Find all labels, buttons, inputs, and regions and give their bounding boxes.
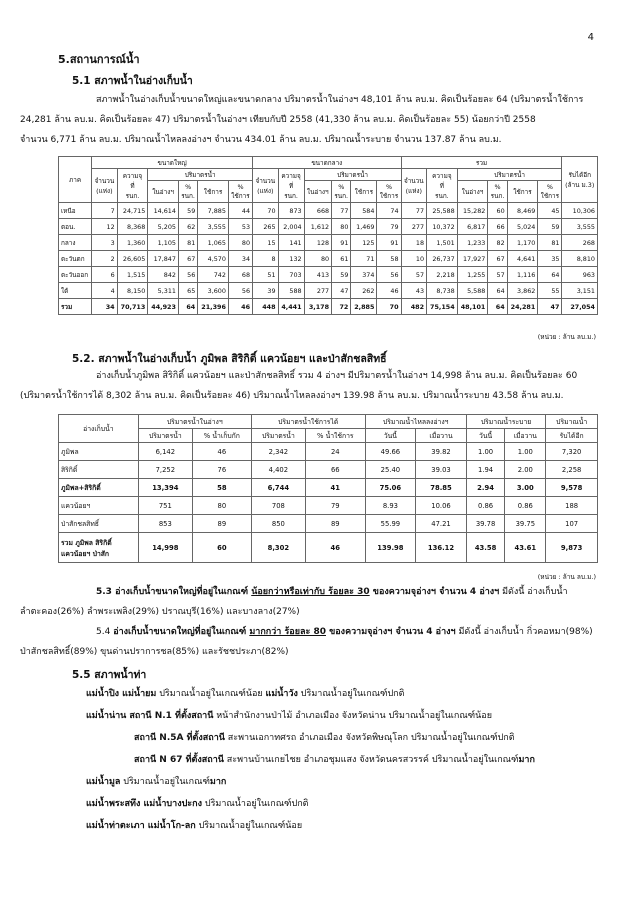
value-cell: 6,744 — [251, 479, 305, 497]
value-cell: 89 — [192, 515, 251, 533]
th-vol: ปริมาตรน้ำ — [138, 429, 192, 443]
value-cell: 39.78 — [466, 515, 505, 533]
table2-unit: (หน่วย : ล้าน ลบ.ม.) — [537, 573, 596, 581]
value-cell: 41 — [305, 479, 365, 497]
value-cell: 1,233 — [457, 235, 488, 251]
reservoir-table-by-region — [58, 156, 598, 315]
s54-paragraph — [20, 622, 598, 662]
value-cell: 80 — [228, 235, 252, 251]
table-row — [59, 235, 598, 251]
value-cell: 3,600 — [198, 283, 229, 299]
s54-rest: มีดังนี้ อ่างเก็บน้ำ กิ่วคอหมา(98%) — [455, 627, 593, 637]
value-cell: 44 — [228, 203, 252, 219]
value-cell: 27,054 — [562, 299, 598, 315]
value-cell: 64 — [488, 299, 507, 315]
river-line-4: สถานี N 67 ที่ตั้งสถานี สะพานบ้านเกยไชย อำเภอชุมแสง จังหวัดนครสวรรค์ ปริมาณน้ำอยู่ในเกณฑ์มาก — [134, 755, 535, 765]
main-reservoirs-table — [58, 414, 598, 563]
value-cell: 77 — [401, 203, 426, 219]
value-cell: 125 — [351, 235, 377, 251]
value-cell: 668 — [304, 203, 332, 219]
table-row — [59, 443, 598, 461]
value-cell: 53 — [228, 219, 252, 235]
value-cell: 59 — [538, 219, 562, 235]
value-cell: 7 — [92, 203, 117, 219]
s54-rest-bold: ของความจุอ่างฯ จำนวน 4 อ่างฯ — [325, 627, 456, 637]
value-cell: 128 — [304, 235, 332, 251]
value-cell: 43.61 — [505, 533, 546, 563]
value-cell: 268 — [562, 235, 598, 251]
th-count: จำนวน (แห่ง) — [401, 169, 426, 203]
table-total-row — [59, 299, 598, 315]
value-cell: 3,178 — [304, 299, 332, 315]
value-cell: 46 — [305, 533, 365, 563]
value-cell: 77 — [332, 203, 351, 219]
value-cell: 35 — [538, 251, 562, 267]
th-in-res: ในอ่างฯ — [457, 181, 488, 203]
value-cell: 277 — [401, 219, 426, 235]
reservoir-name-cell: สิริกิติ์ — [59, 461, 139, 479]
river-line-3: สถานี N.5A ที่ตั้งสถานี สะพานเอกาทศรถ อำเภอเมือง จังหวัดพิษณุโลก ปริมาณน้ำอยู่ในเกณฑ์ปกติ — [134, 733, 515, 743]
value-cell: 64 — [178, 299, 197, 315]
value-cell: 10,306 — [562, 203, 598, 219]
table-row — [59, 219, 598, 235]
value-cell: 61 — [332, 251, 351, 267]
value-cell: 10,372 — [427, 219, 458, 235]
value-cell: 4,570 — [198, 251, 229, 267]
th-capacity: ความจุ ที่ รนก. — [427, 169, 458, 203]
value-cell: 25,588 — [427, 203, 458, 219]
value-cell: 74 — [377, 203, 401, 219]
reservoir-name-cell: ป่าสักชลสิทธิ์ — [59, 515, 139, 533]
value-cell: 842 — [148, 267, 179, 283]
value-cell: 7,885 — [198, 203, 229, 219]
s51-line2: 24,281 ล้าน ลบ.ม. คิดเป็นร้อยละ 47) ปริมาตรน้ำในอ่างฯ เทียบกับปี 2558 (41,330 ล้าน ลบ.ม. คิดเป็นร้อยละ 55) น้อยกว่าปี 2558 — [20, 115, 536, 125]
table-row — [59, 251, 598, 267]
value-cell: 141 — [278, 235, 304, 251]
th-usable: ใช้การ — [198, 181, 229, 203]
value-cell: 81 — [538, 235, 562, 251]
th-reservoir: อ่างเก็บน้ำ — [59, 415, 139, 443]
value-cell: 8,150 — [117, 283, 148, 299]
value-cell: 448 — [253, 299, 278, 315]
th-pct-use: % ใช้การ — [228, 181, 252, 203]
value-cell: 3.00 — [505, 479, 546, 497]
value-cell: 75,154 — [427, 299, 458, 315]
value-cell: 60 — [192, 533, 251, 563]
s53-rest-bold: ของความจุอ่างฯ จำนวน 4 อ่างฯ — [369, 587, 500, 597]
river-line-2: แม่น้ำน่าน สถานี N.1 ที่ตั้งสถานี หน้าสำนักงานป่าไม้ อำเภอเมือง จังหวัดน่าน ปริมาณน้ำอยู่ในเกณฑ์น้อย — [86, 711, 492, 721]
th-yesterday: เมื่อวาน — [416, 429, 467, 443]
value-cell: 2,004 — [278, 219, 304, 235]
value-cell: 588 — [278, 283, 304, 299]
value-cell: 188 — [546, 497, 598, 515]
value-cell: 80 — [192, 497, 251, 515]
value-cell: 64 — [488, 283, 507, 299]
value-cell: 6,142 — [138, 443, 192, 461]
value-cell: 56 — [228, 283, 252, 299]
value-cell: 21,396 — [198, 299, 229, 315]
th-total: รวม — [401, 157, 562, 169]
value-cell: 262 — [351, 283, 377, 299]
value-cell: 1,515 — [117, 267, 148, 283]
th-pct-use: % ใช้การ — [377, 181, 401, 203]
value-cell: 9,873 — [546, 533, 598, 563]
th-pct-cap: % น้ำเก็บกัก — [192, 429, 251, 443]
value-cell: 1,255 — [457, 267, 488, 283]
value-cell: 18 — [401, 235, 426, 251]
value-cell: 67 — [178, 251, 197, 267]
value-cell: 47 — [332, 283, 351, 299]
value-cell: 45 — [538, 203, 562, 219]
table-row — [59, 515, 598, 533]
page-number: 4 — [587, 32, 594, 43]
river-line-5: แม่น้ำมูล ปริมาณน้ำอยู่ในเกณฑ์มาก — [86, 777, 227, 787]
value-cell: 58 — [192, 479, 251, 497]
th-pct-use: % น้ำใช้การ — [305, 429, 365, 443]
value-cell: 2,218 — [427, 267, 458, 283]
value-cell: 91 — [332, 235, 351, 251]
value-cell: 67 — [488, 251, 507, 267]
s53-rest: มีดังนี้ อ่างเก็บน้ำ — [499, 587, 568, 597]
value-cell: 2,342 — [251, 443, 305, 461]
table-row — [59, 283, 598, 299]
th-release: ปริมาณน้ำระบาย — [466, 415, 545, 429]
th-today: วันนี้ — [365, 429, 416, 443]
value-cell: 39.75 — [505, 515, 546, 533]
region-cell: ใต้ — [59, 283, 92, 299]
value-cell: 48,101 — [457, 299, 488, 315]
s53-paragraph — [20, 582, 598, 622]
value-cell: 7,252 — [138, 461, 192, 479]
value-cell: 49.66 — [365, 443, 416, 461]
value-cell: 59 — [178, 203, 197, 219]
value-cell: 1.00 — [505, 443, 546, 461]
value-cell: 8,738 — [427, 283, 458, 299]
value-cell: 132 — [278, 251, 304, 267]
value-cell: 8,810 — [562, 251, 598, 267]
region-cell: ตะวันตก — [59, 251, 92, 267]
th-large: ขนาดใหญ่ — [92, 157, 253, 169]
th-vol2: ปริมาตรน้ำ — [251, 429, 305, 443]
value-cell: 742 — [198, 267, 229, 283]
value-cell: 2.94 — [466, 479, 505, 497]
value-cell: 5,311 — [148, 283, 179, 299]
reservoir-name-cell: ภูมิพล+สิริกิติ์ — [59, 479, 139, 497]
value-cell: 1.00 — [466, 443, 505, 461]
value-cell: 8,368 — [117, 219, 148, 235]
value-cell: 3 — [92, 235, 117, 251]
th-count: จำนวน (แห่ง) — [253, 169, 278, 203]
th-in-res: ในอ่างฯ — [148, 181, 179, 203]
s53-line2: ลำตะคอง(26%) ลำพระเพลิง(29%) ปราณบุรี(16%) และบางลาง(27%) — [20, 607, 300, 617]
value-cell: 15,282 — [457, 203, 488, 219]
value-cell: 56 — [178, 267, 197, 283]
th-medium: ขนาดกลาง — [253, 157, 402, 169]
total-label-cell: รวม ภูมิพล สิริกิติ์ แควน้อยฯ ป่าสัก — [59, 533, 139, 563]
s51-paragraph — [20, 90, 598, 150]
value-cell: 1,170 — [507, 235, 538, 251]
s54-under: มากกว่า ร้อยละ 80 — [249, 627, 326, 637]
th-volume: ปริมาตรน้ำในอ่างฯ — [138, 415, 251, 429]
s51-line1: สภาพน้ำในอ่างเก็บน้ำขนาดใหญ่และขนาดกลาง ปริมาตรน้ำในอ่างฯ 48,101 ล้าน ลบ.ม. คิดเป็นร้อยละ 64 (ปริมาตรน้ำใช้การ — [96, 95, 584, 105]
value-cell: 80 — [332, 219, 351, 235]
th-in-res: ในอ่างฯ — [304, 181, 332, 203]
th-region: ภาค — [59, 157, 92, 203]
value-cell: 39 — [253, 283, 278, 299]
value-cell: 265 — [253, 219, 278, 235]
value-cell: 56 — [377, 267, 401, 283]
th-usable: ใช้การ — [351, 181, 377, 203]
value-cell: 3,151 — [562, 283, 598, 299]
value-cell: 66 — [488, 219, 507, 235]
table-row — [59, 203, 598, 219]
value-cell: 47 — [538, 299, 562, 315]
value-cell: 78.85 — [416, 479, 467, 497]
s54-lead-bold: อ่างเก็บน้ำขนาดใหญ่ที่อยู่ในเกณฑ์ — [113, 627, 250, 637]
value-cell: 850 — [251, 515, 305, 533]
value-cell: 1,501 — [427, 235, 458, 251]
value-cell: 13,394 — [138, 479, 192, 497]
value-cell: 57 — [488, 267, 507, 283]
value-cell: 58 — [377, 251, 401, 267]
s52-line1: อ่างเก็บน้ำภูมิพล สิริกิติ์ แควน้อยฯ และป่าสักชลสิทธิ์ รวม 4 อ่างฯ มีปริมาตรน้ำในอ่างฯ 14,998 ล้าน ลบ.ม. คิดเป็นร้อยละ 60 — [96, 371, 578, 381]
value-cell: 6 — [92, 267, 117, 283]
value-cell: 708 — [251, 497, 305, 515]
value-cell: 62 — [178, 219, 197, 235]
value-cell: 4,402 — [251, 461, 305, 479]
value-cell: 70 — [377, 299, 401, 315]
region-cell: เหนือ — [59, 203, 92, 219]
value-cell: 10 — [401, 251, 426, 267]
th-capacity: ความจุ ที่ รนก. — [117, 169, 148, 203]
th-pct-use: % ใช้การ — [538, 181, 562, 203]
value-cell: 12 — [92, 219, 117, 235]
value-cell: 0.86 — [505, 497, 546, 515]
value-cell: 14,614 — [148, 203, 179, 219]
value-cell: 70,713 — [117, 299, 148, 315]
table-total-row — [59, 533, 598, 563]
value-cell: 24 — [305, 443, 365, 461]
value-cell: 10.06 — [416, 497, 467, 515]
value-cell: 4 — [92, 283, 117, 299]
value-cell: 55 — [538, 283, 562, 299]
s53-under: น้อยกว่าหรือเท่ากับ ร้อยละ 30 — [251, 587, 370, 597]
value-cell: 1,105 — [148, 235, 179, 251]
value-cell: 6,817 — [457, 219, 488, 235]
value-cell: 482 — [401, 299, 426, 315]
s52-paragraph — [20, 366, 598, 406]
th-amount: ปริมาณน้ำ — [546, 415, 598, 429]
value-cell: 80 — [304, 251, 332, 267]
value-cell: 107 — [546, 515, 598, 533]
value-cell: 584 — [351, 203, 377, 219]
region-cell: รวม — [59, 299, 92, 315]
value-cell: 39.03 — [416, 461, 467, 479]
value-cell: 853 — [138, 515, 192, 533]
value-cell: 2,885 — [351, 299, 377, 315]
value-cell: 79 — [305, 497, 365, 515]
value-cell: 3,862 — [507, 283, 538, 299]
value-cell: 46 — [228, 299, 252, 315]
s54-lead: 5.4 — [96, 627, 114, 637]
river-line-6: แม่น้ำพระสทึง แม่น้ำบางปะกง ปริมาณน้ำอยู่ในเกณฑ์ปกติ — [86, 799, 309, 809]
th-pct: % รนก. — [178, 181, 197, 203]
value-cell: 66 — [305, 461, 365, 479]
value-cell: 9,578 — [546, 479, 598, 497]
value-cell: 71 — [351, 251, 377, 267]
th-pct: % รนก. — [488, 181, 507, 203]
th-today2: วันนี้ — [466, 429, 505, 443]
value-cell: 43.58 — [466, 533, 505, 563]
value-cell: 39.82 — [416, 443, 467, 461]
value-cell: 703 — [278, 267, 304, 283]
th-usable: ปริมาตรน้ำใช้การได้ — [251, 415, 365, 429]
table-row — [59, 267, 598, 283]
value-cell: 1,065 — [198, 235, 229, 251]
th-volume: ปริมาตรน้ำ — [457, 169, 562, 181]
value-cell: 34 — [228, 251, 252, 267]
value-cell: 8.93 — [365, 497, 416, 515]
value-cell: 81 — [178, 235, 197, 251]
th-inflow: ปริมาณน้ำไหลลงอ่างฯ — [365, 415, 466, 429]
table1-unit: (หน่วย : ล้าน ลบ.ม.) — [537, 333, 596, 341]
table-row — [59, 461, 598, 479]
value-cell: 25.40 — [365, 461, 416, 479]
s53-lead: 5.3 อ่างเก็บน้ำขนาดใหญ่ที่อยู่ในเกณฑ์ — [96, 587, 252, 597]
value-cell: 44,923 — [148, 299, 179, 315]
region-cell: ตอน. — [59, 219, 92, 235]
value-cell: 24,281 — [507, 299, 538, 315]
value-cell: 2,258 — [546, 461, 598, 479]
value-cell: 1.94 — [466, 461, 505, 479]
value-cell: 7,320 — [546, 443, 598, 461]
value-cell: 1,612 — [304, 219, 332, 235]
value-cell: 75.06 — [365, 479, 416, 497]
value-cell: 89 — [305, 515, 365, 533]
value-cell: 91 — [377, 235, 401, 251]
value-cell: 3,555 — [562, 219, 598, 235]
value-cell: 136.12 — [416, 533, 467, 563]
value-cell: 1,360 — [117, 235, 148, 251]
value-cell: 5,588 — [457, 283, 488, 299]
th-pct: % รนก. — [332, 181, 351, 203]
value-cell: 59 — [332, 267, 351, 283]
value-cell: 17,927 — [457, 251, 488, 267]
value-cell: 65 — [178, 283, 197, 299]
value-cell: 64 — [538, 267, 562, 283]
th-receive2: รับได้อีก — [546, 429, 598, 443]
value-cell: 68 — [228, 267, 252, 283]
value-cell: 2.00 — [505, 461, 546, 479]
s55-title: 5.5 สภาพน้ำท่า — [72, 669, 147, 681]
value-cell: 55.99 — [365, 515, 416, 533]
value-cell: 17,847 — [148, 251, 179, 267]
th-volume: ปริมาตรน้ำ — [304, 169, 401, 181]
value-cell: 751 — [138, 497, 192, 515]
value-cell: 26,605 — [117, 251, 148, 267]
value-cell: 26,737 — [427, 251, 458, 267]
value-cell: 139.98 — [365, 533, 416, 563]
value-cell: 873 — [278, 203, 304, 219]
value-cell: 57 — [401, 267, 426, 283]
region-cell: กลาง — [59, 235, 92, 251]
value-cell: 47.21 — [416, 515, 467, 533]
value-cell: 76 — [192, 461, 251, 479]
s54-line2: ป่าสักชลสิทธิ์(89%) ขุนด่านปราการชล(85%) และรัชชประภา(82%) — [20, 647, 289, 657]
value-cell: 43 — [401, 283, 426, 299]
th-receive: รับได้อีก (ล้าน ม.3) — [562, 157, 598, 203]
th-yesterday2: เมื่อวาน — [505, 429, 546, 443]
river-line-7: แม่น้ำท่าตะเภา แม่น้ำโก-ลก ปริมาณน้ำอยู่ในเกณฑ์น้อย — [86, 821, 303, 831]
region-cell: ตะวันออก — [59, 267, 92, 283]
table-row — [59, 497, 598, 515]
value-cell: 413 — [304, 267, 332, 283]
value-cell: 79 — [377, 219, 401, 235]
value-cell: 4,441 — [278, 299, 304, 315]
reservoir-name-cell: แควน้อยฯ — [59, 497, 139, 515]
value-cell: 1,469 — [351, 219, 377, 235]
value-cell: 82 — [488, 235, 507, 251]
table-row — [59, 479, 598, 497]
s52-title: 5.2. สภาพน้ำในอ่างเก็บน้ำ ภูมิพล สิริกิติ์ แควน้อยฯ และป่าสักชลสิทธิ์ — [72, 353, 387, 365]
s51-line3: จำนวน 6,771 ล้าน ลบ.ม. ปริมาณน้ำไหลลงอ่างฯ จำนวน 434.01 ล้าน ลบ.ม. ปริมาณน้ำระบาย จำนวน 137.87 ล้าน ลบ.ม. — [20, 135, 502, 145]
value-cell: 963 — [562, 267, 598, 283]
th-usable: ใช้การ — [507, 181, 538, 203]
th-volume: ปริมาตรน้ำ — [148, 169, 253, 181]
value-cell: 1,116 — [507, 267, 538, 283]
value-cell: 8,469 — [507, 203, 538, 219]
th-capacity: ความจุ ที่ รนก. — [278, 169, 304, 203]
th-count: จำนวน (แห่ง) — [92, 169, 117, 203]
reservoir-name-cell: ภูมิพล — [59, 443, 139, 461]
value-cell: 4,641 — [507, 251, 538, 267]
section-title: 5.สถานการณ์น้ำ — [58, 53, 140, 66]
value-cell: 60 — [488, 203, 507, 219]
river-line-1: แม่น้ำปิง แม่น้ำยม ปริมาณน้ำอยู่ในเกณฑ์น้อย แม่น้ำวัง ปริมาณน้ำอยู่ในเกณฑ์ปกติ — [86, 689, 405, 699]
value-cell: 46 — [377, 283, 401, 299]
s52-line2: (ปริมาตรน้ำใช้การได้ 8,302 ล้าน ลบ.ม. คิดเป็นร้อยละ 46) ปริมาณน้ำไหลลงอ่างฯ 139.98 ล้าน ลบ.ม. ปริมาณน้ำระบาย 43.58 ล้าน ลบ.ม. — [20, 391, 564, 401]
value-cell: 2 — [92, 251, 117, 267]
s51-title: 5.1 สภาพน้ำในอ่างเก็บน้ำ — [72, 75, 193, 87]
value-cell: 51 — [253, 267, 278, 283]
value-cell: 15 — [253, 235, 278, 251]
value-cell: 24,715 — [117, 203, 148, 219]
value-cell: 34 — [92, 299, 117, 315]
value-cell: 8,302 — [251, 533, 305, 563]
value-cell: 72 — [332, 299, 351, 315]
value-cell: 5,205 — [148, 219, 179, 235]
value-cell: 374 — [351, 267, 377, 283]
value-cell: 0.86 — [466, 497, 505, 515]
value-cell: 3,555 — [198, 219, 229, 235]
value-cell: 277 — [304, 283, 332, 299]
value-cell: 8 — [253, 251, 278, 267]
value-cell: 14,998 — [138, 533, 192, 563]
value-cell: 5,024 — [507, 219, 538, 235]
value-cell: 46 — [192, 443, 251, 461]
value-cell: 70 — [253, 203, 278, 219]
